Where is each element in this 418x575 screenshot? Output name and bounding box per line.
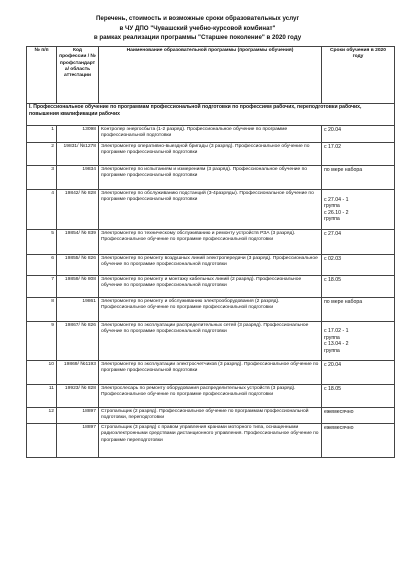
training-term (322, 143, 395, 166)
profession-code: 19834 (57, 166, 99, 190)
row-number: 6 (27, 255, 57, 276)
program-name: Электромонтер по ремонту воздушных линий электропередачи (3 разряд). Профессиональное обучение по программе профессиональной подготовки (99, 255, 322, 276)
table-row (27, 424, 395, 458)
profession-code: 19842/ № 828 (57, 190, 99, 230)
row-number: 5 (27, 230, 57, 255)
section-title: I. Профессиональное обучение по программам профессиональной подготовки по профессиям рабочих, переподготовки рабочих, повышения квалификации рабочих (27, 103, 395, 126)
program-name: Стропальщик (2 разряд). Профессиональное обучение по программам профессиональной подготовки, переподготовки (99, 408, 322, 424)
profession-code: 19861 (57, 298, 99, 322)
profession-code: 19867/ № 826 (57, 322, 99, 361)
row-number: 12 (27, 408, 57, 424)
term-line: с 18.05 (324, 276, 342, 283)
table-row (27, 322, 395, 361)
table-row (27, 190, 395, 230)
term-line: с 17.02 - 1 (324, 328, 349, 335)
section-row (27, 103, 395, 126)
profession-code: 19923/ № 828 (57, 385, 99, 408)
term-line: группа (324, 203, 340, 210)
term-line: с 13.04 - 2 (324, 341, 349, 348)
row-number (27, 424, 57, 458)
program-name: Электромонтер по испытаниям и измерениям (3 разряд). Профессиональное обучение по программе профессиональной подготовки (99, 166, 322, 190)
table-row (27, 385, 395, 408)
row-number: 9 (27, 322, 57, 361)
term-line: по мере набора (324, 166, 363, 173)
profession-code: 19854/ № 839 (57, 230, 99, 255)
profession-code: 13098 (57, 126, 99, 143)
row-number: 11 (27, 385, 57, 408)
term-line: ежемесячно (324, 408, 354, 415)
term-line: с 20.04 (324, 361, 342, 368)
term-line: с 20.04 (324, 126, 342, 133)
term-line: с 27.04 (324, 230, 342, 237)
program-name: Контролер энергосбыта (1-2 разряд). Профессиональное обучение по программе профессиональной подготовки (99, 126, 322, 143)
term-line: с 26.10 - 2 (324, 209, 349, 216)
program-name: Электромонтер по эксплуатации распределительных сетей (3 разряд). Профессиональное обучение по программе профессиональной подготовки (99, 322, 322, 361)
training-term (322, 190, 395, 230)
program-name: Электромонтер по техническому обслуживанию и ремонту устройств РЗА (3 разряд). Профессиональное обучение по программе профессиональной подготовки (99, 230, 322, 255)
header-num: № п/п (27, 47, 57, 104)
term-line: с 02.03 (324, 255, 342, 262)
header-code: Код профессии / № профстандарт а/ область аттестации (57, 47, 99, 104)
profession-code: 19859/ № 808 (57, 276, 99, 298)
training-term (322, 126, 395, 143)
training-term (322, 230, 395, 255)
row-number: 10 (27, 361, 57, 385)
row-number: 4 (27, 190, 57, 230)
program-name: Электромонтер оперативно-выездной бригады (3 разряд). Профессиональное обучение по программе профессиональной подготовки (99, 143, 322, 166)
table-row (27, 298, 395, 322)
training-term (322, 385, 395, 408)
profession-code: 19869/ №1193 (57, 361, 99, 385)
table-row (27, 230, 395, 255)
training-term (322, 255, 395, 276)
profession-code: 18897 (57, 408, 99, 424)
document-title (40, 14, 355, 43)
term-line: группа (324, 347, 340, 354)
program-name: Электромонтер по ремонту и монтажу кабельных линий (2 разряд). Профессиональное обучение по программе профессиональной подготовки (99, 276, 322, 298)
table-row (27, 361, 395, 385)
training-term (322, 424, 395, 458)
term-line: с 18.05 (324, 385, 342, 392)
training-term (322, 322, 395, 361)
row-number: 8 (27, 298, 57, 322)
table-row (27, 255, 395, 276)
term-line: ежемесячно (324, 424, 354, 431)
table-row (27, 126, 395, 143)
program-name: Электромонтер по ремонту и обслуживанию электрооборудования (2 разряд). Профессиональное обучение по программе профессиональной подготовки (99, 298, 322, 322)
training-term (322, 408, 395, 424)
term-line: группа (324, 334, 340, 341)
title-line-3: в рамках реализации программы "Старшее поколение" в 2020 году (93, 34, 302, 41)
term-line: по мере набора (324, 298, 363, 305)
training-term (322, 276, 395, 298)
programs-table (26, 46, 395, 458)
table-row (27, 143, 395, 166)
row-number: 3 (27, 166, 57, 190)
row-number: 2 (27, 143, 57, 166)
program-name: Электрослесарь по ремонту оборудования распределительных устройств (3 разряд). Профессиональное обучение по программе профессиональной подготовки (99, 385, 322, 408)
program-name: Электромонтер по обслуживанию подстанций (3-4разряды). Профессиональное обучение по программе профессиональной подготовки (99, 190, 322, 230)
header-name: Наименование образовательной программы (программы обучения) (99, 47, 322, 104)
program-name: Стропальщик (3 разряд) с правом управления кранами моторного типа, оснащенными радиоэлектронными средствами дистанционного управления. Профессиональное обучение по программе переподготовки (99, 424, 322, 458)
training-term (322, 298, 395, 322)
header-term: Сроки обучения в 2020 году (322, 47, 395, 104)
profession-code: 19855/ № 826 (57, 255, 99, 276)
training-term (322, 361, 395, 385)
title-line-2: в ЧУ ДПО "Чувашский учебно-курсовой комбинат" (119, 24, 276, 32)
table-row (27, 408, 395, 424)
table-header-row (27, 47, 395, 104)
title-line-1: Перечень, стоимость и возможные сроки образовательных услуг (95, 15, 300, 22)
term-line: с 17.02 (324, 143, 342, 150)
training-term (322, 166, 395, 190)
row-number: 7 (27, 276, 57, 298)
program-name: Электромонтер по эксплуатации электросчетчиков (3 разряд). Профессиональное обучение по программе профессиональной подготовки (99, 361, 322, 385)
row-number: 1 (27, 126, 57, 143)
profession-code: 19831/ №1278 (57, 143, 99, 166)
profession-code: 18897 (57, 424, 99, 458)
term-line: с 27.04 - 1 (324, 196, 349, 203)
term-line: группа (324, 216, 340, 223)
table-row (27, 166, 395, 190)
table-row (27, 276, 395, 298)
